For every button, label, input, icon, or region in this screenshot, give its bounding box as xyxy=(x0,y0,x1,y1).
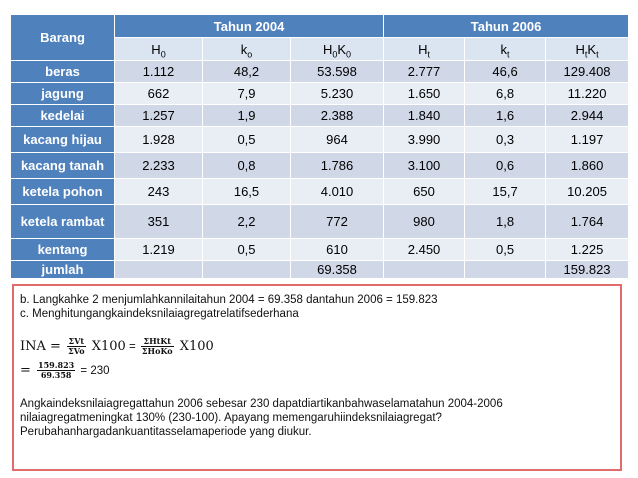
fraction-numerator: ΣHtKt xyxy=(141,337,174,347)
subheader-4: $k_t$ xyxy=(465,38,546,61)
table-cell: 662 xyxy=(115,83,203,105)
row-label: beras xyxy=(11,61,115,83)
table-cell: 610 xyxy=(291,239,384,261)
table-row xyxy=(11,239,629,261)
times-100-second: X100 xyxy=(179,339,214,354)
table-row xyxy=(11,83,629,105)
price-quantity-table xyxy=(10,14,629,279)
table-body xyxy=(11,61,629,279)
table-cell: 129.408 xyxy=(546,61,629,83)
explanation-box xyxy=(12,284,622,471)
ina-label: INA xyxy=(20,339,46,354)
table-cell: 2.233 xyxy=(115,153,203,179)
table-cell: 351 xyxy=(115,205,203,239)
table-cell: 10.205 xyxy=(546,179,629,205)
table-cell: 1.257 xyxy=(115,105,203,127)
fraction-denominator: ΣVo xyxy=(68,346,85,356)
ina-formula xyxy=(20,335,620,359)
equals-mid: = xyxy=(125,341,139,353)
table-cell xyxy=(465,261,546,279)
table-cell: 1,9 xyxy=(203,105,291,127)
times-100: X100 xyxy=(91,339,126,354)
table-cell: 2.777 xyxy=(384,61,465,83)
subheader-1: $k_o$ xyxy=(203,38,291,61)
header-year-2004: Tahun 2004 xyxy=(115,15,384,38)
table-row xyxy=(11,205,629,239)
table-cell: 159.823 xyxy=(546,261,629,279)
row-label: kacang tanah xyxy=(11,153,115,179)
table-cell: 7,9 xyxy=(203,83,291,105)
table-cell: 1.764 xyxy=(546,205,629,239)
subheader-0: $H_0$ xyxy=(115,38,203,61)
row-label: jumlah xyxy=(11,261,115,279)
table-cell: 964 xyxy=(291,127,384,153)
table-cell: 772 xyxy=(291,205,384,239)
row-label: jagung xyxy=(11,83,115,105)
fraction-values xyxy=(37,361,75,380)
table-cell: 15,7 xyxy=(465,179,546,205)
table-cell: 1,8 xyxy=(465,205,546,239)
table-cell: 0,5 xyxy=(465,239,546,261)
conclusion-line-2: nilaiagregatmeningkat 130% (230-100). Apayang memengaruhiindeksnilaiagregat? xyxy=(20,412,442,424)
table-cell: 46,6 xyxy=(465,61,546,83)
step-b-text: b. Langkahke 2 menjumlahkannilaitahun 2004 = 69.358 dantahun 2006 = 159.823 xyxy=(20,294,438,306)
table-cell: 0,5 xyxy=(203,239,291,261)
table-cell: 1.197 xyxy=(546,127,629,153)
fraction-denominator: 69.358 xyxy=(40,370,72,380)
row-label: kacang hijau xyxy=(11,127,115,153)
table-cell: 1.840 xyxy=(384,105,465,127)
ina-result: = 230 xyxy=(77,365,110,377)
table-cell: 0,6 xyxy=(465,153,546,179)
table-cell xyxy=(203,261,291,279)
fraction-numerator: ΣVt xyxy=(68,336,85,346)
step-c-text: c. Menghitungangkaindeksnilaiagregatrelatifsederhana xyxy=(20,308,299,320)
table-cell: 4.010 xyxy=(291,179,384,205)
row-label: kedelai xyxy=(11,105,115,127)
table-cell: 0,5 xyxy=(203,127,291,153)
table-cell: 1.112 xyxy=(115,61,203,83)
header-year-2006: Tahun 2006 xyxy=(384,15,629,38)
table-cell: 6,8 xyxy=(465,83,546,105)
table-cell: 5.230 xyxy=(291,83,384,105)
table-cell: 0,8 xyxy=(203,153,291,179)
table-cell: 2.388 xyxy=(291,105,384,127)
table-cell: 2,2 xyxy=(203,205,291,239)
table-cell: 1.928 xyxy=(115,127,203,153)
table-cell xyxy=(115,261,203,279)
table-row xyxy=(11,127,629,153)
subheader-5: $H_tK_t$ xyxy=(546,38,629,61)
table-cell: 1.219 xyxy=(115,239,203,261)
table-cell: 3.100 xyxy=(384,153,465,179)
fraction-sum-v xyxy=(67,337,85,356)
subheader-3: $H_t$ xyxy=(384,38,465,61)
table-cell: 48,2 xyxy=(203,61,291,83)
table-cell: 53.598 xyxy=(291,61,384,83)
subheader-2: $H_0K_0$ xyxy=(291,38,384,61)
conclusion-line-1: Angkaindeksnilaiagregattahun 2006 sebesar 230 dapatdiartikanbahwaselamatahun 2004-2006 xyxy=(20,398,503,410)
table-cell: 243 xyxy=(115,179,203,205)
table-row xyxy=(11,153,629,179)
equals-sign: = xyxy=(50,339,61,354)
table-cell: 2.450 xyxy=(384,239,465,261)
table-row xyxy=(11,261,629,279)
row-label: ketela pohon xyxy=(11,179,115,205)
table-cell: 1.860 xyxy=(546,153,629,179)
table-row xyxy=(11,61,629,83)
table-cell: 2.944 xyxy=(546,105,629,127)
table-cell: 11.220 xyxy=(546,83,629,105)
conclusion-line-3: Perubahanhargadankuantitasselamaperiode yang diukur. xyxy=(20,426,312,438)
table-cell: 650 xyxy=(384,179,465,205)
table-cell: 3.990 xyxy=(384,127,465,153)
table-cell: 69.358 xyxy=(291,261,384,279)
fraction-numerator: 159.823 xyxy=(38,360,75,370)
table-cell: 16,5 xyxy=(203,179,291,205)
fraction-denominator: ΣHoKo xyxy=(141,346,173,356)
row-label: ketela rambat xyxy=(11,205,115,239)
ina-calculation xyxy=(20,359,620,383)
table-cell: 1,6 xyxy=(465,105,546,127)
table-row xyxy=(11,105,629,127)
row-label: kentang xyxy=(11,239,115,261)
table-cell: 1.225 xyxy=(546,239,629,261)
table-cell xyxy=(384,261,465,279)
table-cell: 1.650 xyxy=(384,83,465,105)
header-barang: Barang xyxy=(11,15,115,61)
table-cell: 980 xyxy=(384,205,465,239)
fraction-sum-hk xyxy=(141,337,174,356)
table-row xyxy=(11,179,629,205)
table-cell: 1.786 xyxy=(291,153,384,179)
table-cell: 0,3 xyxy=(465,127,546,153)
equals-sign-calc: = xyxy=(20,363,31,378)
